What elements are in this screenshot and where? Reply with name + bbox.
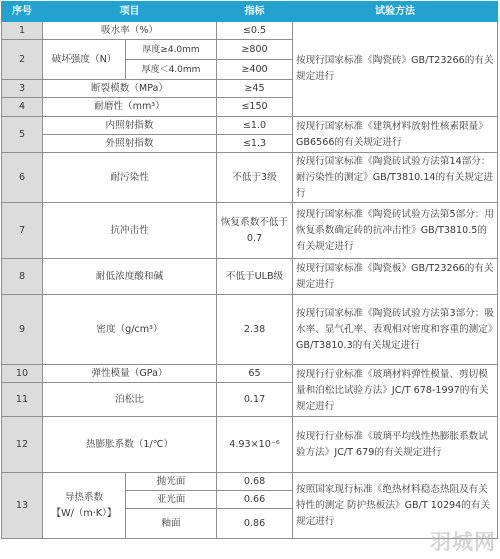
item-value: ≤150 [217, 98, 293, 117]
item-value: ≥400 [217, 60, 293, 80]
row-number: 2 [2, 40, 43, 80]
sub-item-label: 亚光面 [126, 491, 217, 509]
item-value: 恢复系数不低于0.7 [217, 203, 293, 259]
item-name: 耐低浓度酸和碱 [43, 259, 217, 295]
item-value: 0.86 [217, 509, 293, 539]
header-value: 指标 [217, 2, 293, 22]
item-name: 泊松比 [43, 383, 217, 417]
table-row [2, 259, 498, 295]
item-name [43, 473, 126, 539]
row-number: 5 [2, 117, 43, 153]
item-value: ≤1.0 [217, 117, 293, 135]
row-number: 12 [2, 417, 43, 473]
row-number: 3 [2, 80, 43, 98]
item-name-text: 导热系数 [64, 491, 104, 503]
item-value: ≥800 [217, 40, 293, 60]
item-name: 耐磨性（mm³） [43, 98, 217, 117]
row-number: 8 [2, 259, 43, 295]
item-value: ≤0.5 [217, 22, 293, 40]
test-method: 按现行国家标准《陶瓷砖试验方法第5部分：用恢复系数确定砖的抗冲击性》GB/T3810.5的有关规定进行 [293, 203, 498, 259]
row-number: 7 [2, 203, 43, 259]
item-value: 65 [217, 365, 293, 383]
header-item: 项目 [43, 2, 217, 22]
item-name: 外照射指数 [43, 135, 217, 153]
sub-item-label: 釉面 [126, 509, 217, 539]
test-method: 按现行国家标准《陶瓷砖试验方法第14部分：耐污染性的测定》GB/T3810.14的有关规定进行 [293, 153, 498, 203]
row-number: 6 [2, 153, 43, 203]
table-row [2, 153, 498, 203]
header-method: 试验方法 [293, 2, 498, 22]
row-number: 1 [2, 22, 43, 40]
item-value: 2.38 [217, 295, 293, 365]
test-method: 按现行国家标准《陶瓷砖》GB/T23266的有关规定进行 [293, 22, 498, 117]
test-method: 按现行行业标准《玻璃平均线性热膨胀系数试验方法》JC/T 679的有关规定进行 [293, 417, 498, 473]
row-number: 10 [2, 365, 43, 383]
table-row [2, 295, 498, 365]
test-method: 按现行国家标准《陶瓷砖试验方法第3部分：吸水率、显气孔率、表观相对密度和容重的测定》GB/T3810.3的有关规定进行 [293, 295, 498, 365]
table-row [2, 365, 498, 383]
item-value: 不低于ULB级 [217, 259, 293, 295]
table-row [2, 473, 498, 491]
row-number: 13 [2, 473, 43, 539]
item-name: 耐污染性 [43, 153, 217, 203]
item-name: 热膨胀系数（1/℃） [43, 417, 217, 473]
item-value: 不低于3级 [217, 153, 293, 203]
sub-item-label: 抛光面 [126, 473, 217, 491]
item-name: 密度（g/cm³） [43, 295, 217, 365]
test-method: 按现行国家标准《陶瓷板》GB/T23266的有关规定进行 [293, 259, 498, 295]
item-value: 0.66 [217, 491, 293, 509]
item-value: ≤1.3 [217, 135, 293, 153]
row-number: 9 [2, 295, 43, 365]
item-value: 4.93×10⁻⁶ [217, 417, 293, 473]
item-name: 抗冲击性 [43, 203, 217, 259]
table-row [2, 203, 498, 259]
watermark: 羽城网 [430, 530, 496, 554]
item-name: 吸水率（%） [43, 22, 217, 40]
item-name: 断裂模数（MPa） [43, 80, 217, 98]
tile-spec-table [1, 1, 498, 539]
header-seq: 序号 [2, 2, 43, 22]
table-row [2, 22, 498, 40]
table-row [2, 117, 498, 135]
header-row [2, 2, 498, 22]
sub-item-label: 厚度＜4.0mm [126, 60, 217, 80]
row-number: 11 [2, 383, 43, 417]
item-value: 0.17 [217, 383, 293, 417]
test-method: 按现行国家标准《建筑材料放射性核素限量》GB6566的有关规定进行 [293, 117, 498, 153]
table-row [2, 417, 498, 473]
item-name: 内照射指数 [43, 117, 217, 135]
item-unit-text: 【W/（m·K）】 [51, 507, 117, 519]
test-method: 按照国家现行标准《绝热材料稳态热阻及有关特性的测定 防护热板法》GB/T 10294的有关规定进行 [293, 473, 498, 539]
item-name: 破坏强度（N） [43, 40, 126, 80]
row-number: 4 [2, 98, 43, 117]
item-name: 弹性模量（GPa） [43, 365, 217, 383]
item-value: ≥45 [217, 80, 293, 98]
item-value: 0.68 [217, 473, 293, 491]
sub-item-label: 厚度≥4.0mm [126, 40, 217, 60]
test-method: 按现行行业标准《玻璃材料弹性模量、剪切模量和泊松比试验方法》JC/T 678-1997的有关规定进行 [293, 365, 498, 417]
